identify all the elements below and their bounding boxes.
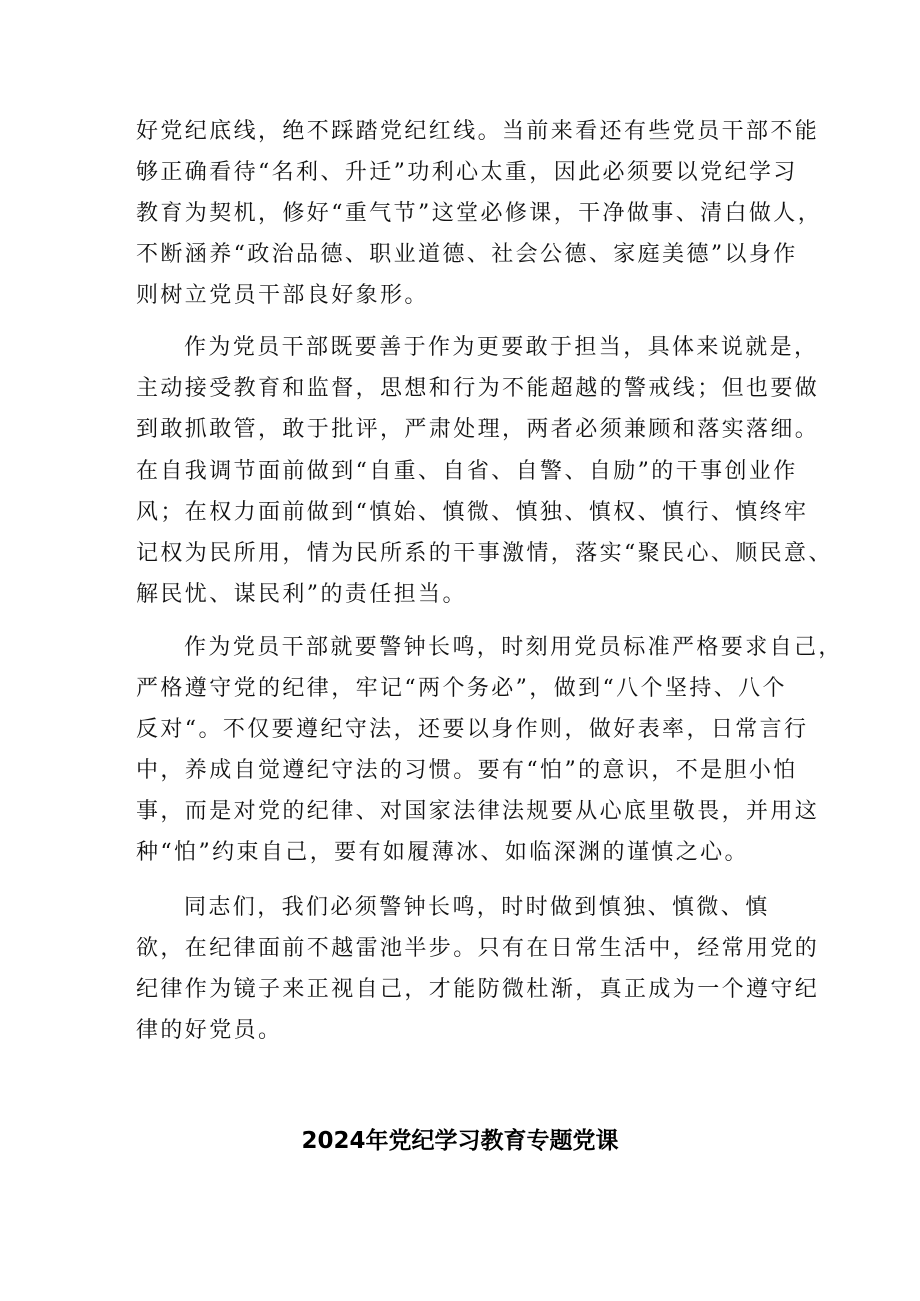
paragraph-line: 不断涵养“政治品德、职业道德、社会公德、家庭美德”以身作 <box>136 242 798 267</box>
paragraph-line: 中，养成自觉遵纪守法的习惯。要有“怕”的意识，不是胆小怕 <box>136 758 798 783</box>
paragraph-line: 作为党员干部就要警钟长鸣，时刻用党员标准严格要求自己， <box>184 635 843 660</box>
paragraph-line: 风；在权力面前做到“慎始、慎微、慎独、慎权、慎行、慎终牢 <box>136 500 809 525</box>
paragraph-line: 事，而是对党的纪律、对国家法律法规要从心底里敬畏，并用这 <box>136 799 820 824</box>
section-title: 2024年党纪学习教育专题党课 <box>301 1128 619 1154</box>
paragraph-line: 欲，在纪律面前不越雷池半步。只有在日常生活中，经常用党的 <box>136 936 820 961</box>
paragraph-line: 够正确看待“名利、升迁”功利心太重，因此必须要以党纪学习 <box>136 160 798 185</box>
paragraph-line: 解民忧、谋民利”的责任担当。 <box>136 582 467 607</box>
paragraph-line: 到敢抓敢管，敢于批评，严肃处理，两者必须兼顾和落实落细。 <box>136 417 820 442</box>
paragraph-line: 主动接受教育和监督，思想和行为不能超越的警戒线；但也要做 <box>136 376 820 401</box>
paragraph-line: 作为党员干部既要善于作为更要敢于担当，具体来说就是， <box>184 335 819 360</box>
paragraph-line: 纪律作为镜子来正视自己，才能防微杜渐，真正成为一个遵守纪 <box>136 977 820 1002</box>
paragraph-line: 记权为民所用，情为民所系的干事激情，落实“聚民心、顺民意、 <box>136 541 833 566</box>
paragraph-line: 种“怕”约束自己，要有如履薄冰、如临深渊的谨慎之心。 <box>136 840 749 865</box>
paragraph-line: 则树立党员干部良好象形。 <box>136 283 429 308</box>
paragraph-line: 反对“。不仅要遵纪守法，还要以身作则，做好表率，日常言行 <box>136 717 809 742</box>
paragraph-line: 好党纪底线，绝不踩踏党纪红线。当前来看还有些党员干部不能 <box>136 119 820 144</box>
paragraph-line: 教育为契机，修好“重气节”这堂必修课，干净做事、清白做人， <box>136 201 823 226</box>
paragraph-line: 同志们，我们必须警钟长鸣，时时做到慎独、慎微、慎 <box>184 895 770 920</box>
paragraph-line: 律的好党员。 <box>136 1018 283 1043</box>
paragraph-line: 在自我调节面前做到“自重、自省、自警、自励”的干事创业作 <box>136 459 798 484</box>
paragraph-line: 严格遵守党的纪律，牢记“两个务必”，做到“八个坚持、八个 <box>136 676 787 701</box>
